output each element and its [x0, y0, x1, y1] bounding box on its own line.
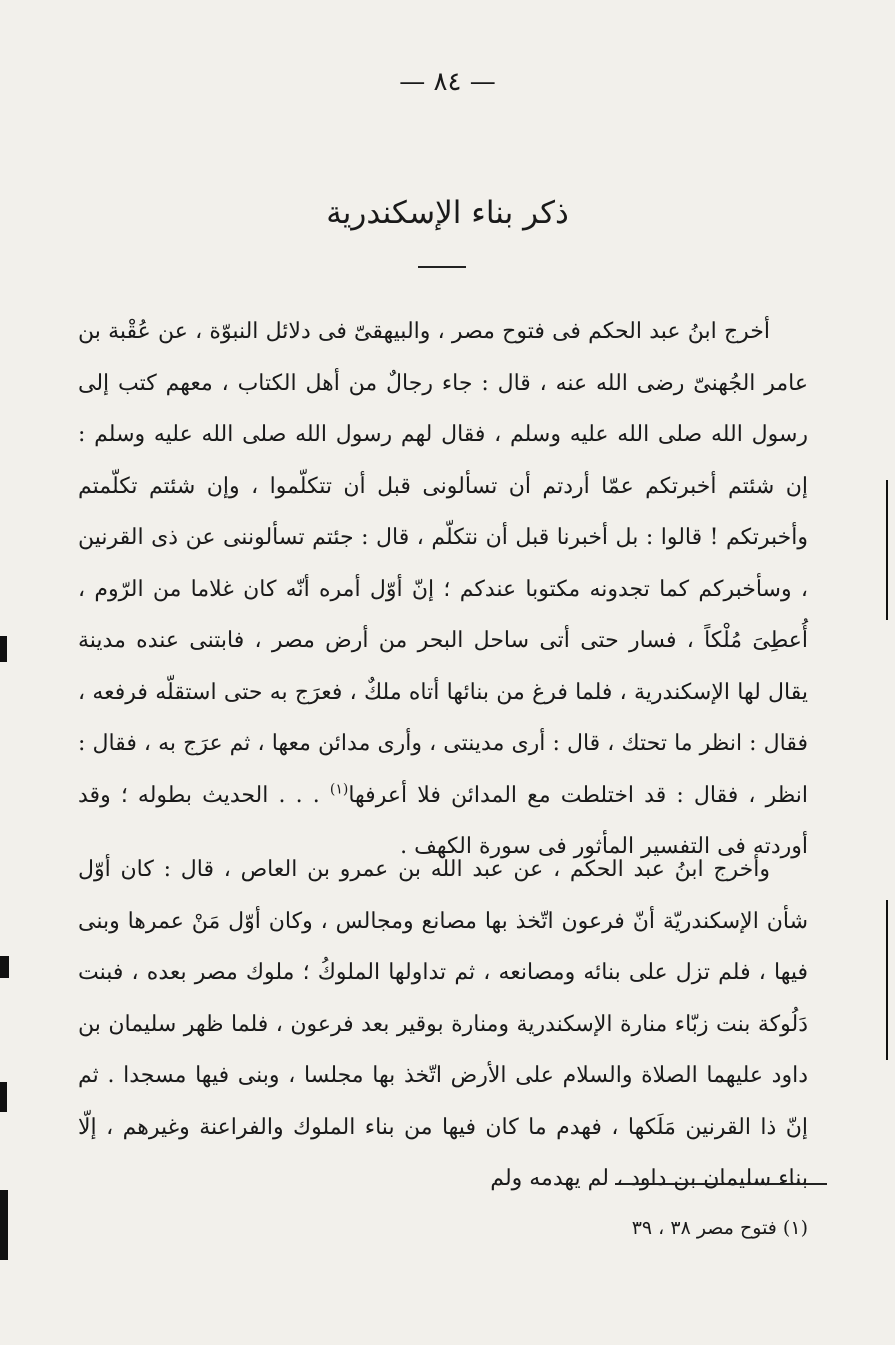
footnote: (١) فتوح مصر ٣٨ ، ٣٩ — [631, 1217, 808, 1239]
scan-edge-mark — [886, 900, 888, 1060]
scan-edge-mark — [0, 636, 7, 662]
scan-edge-mark — [0, 1190, 8, 1260]
chapter-title: ذكر بناء الإسكندرية — [326, 195, 569, 231]
scan-edge-mark — [0, 956, 9, 978]
page-number: — ٨٤ — — [399, 67, 496, 97]
title-divider — [418, 266, 466, 268]
scan-edge-mark — [0, 1082, 7, 1112]
paragraph-1-text: أخرج ابنُ عبد الحكم فى فتوح مصر ، والبيهقىّ فى دلائل النبوّة ، عن عُقْبة بن عامر الجُهنىّ رضى الله عنه ، قال : جاء رجالٌ من أهل الكتاب ، معهم كتب إلى رسول الله صلى الله عليه وسلم ، فقال لهم رسول الله صلى الله عليه وسلم : إن شئتم أخبرتكم عمّا أردتم أن تسألونى قبل أن تتكلّموا ، وإن شئتم تكلّمتم وأخبرتكم ! قالوا : بل أخبرنا قبل أن نتكلّم ، قال : جئتم تسألوننى عن ذى القرنين ، وسأخبركم كما تجدونه مكتوبا عندكم ؛ إنّ أوّل أمره أنّه كان غلاما من الرّوم ، أُعطِىَ مُلْكاً ، فسار حتى أتى ساحل البحر من أرض مصر ، فابتنى عنده مدينة يقال لها الإسكندرية ، فلما فرغ من بنائها أتاه ملكٌ ، فعرَج به حتى استقلّه فرفعه ، فقال : انظر ما تحتك ، قال : أرى مدينتى ، وأرى مدائن معها ، ثم عرَج به ، فقال : انظر ، فقال : قد اختلطت مع المدائن فلا أعرفها — [78, 319, 808, 808]
footnote-reference: (١) — [329, 781, 349, 798]
footnote-divider — [615, 1183, 827, 1185]
paragraph-2-text: وأخرج ابنُ عبد الحكم ، عن عبد الله بن عمرو بن العاص ، قال : كان أوّل شأن الإسكندريّة أنّ فرعون اتّخذ بها مصانع ومجالس ، وكان أوّل مَنْ عمرها وبنى فيها ، فلم تزل على بنائه ومصانعه ، ثم تداولها الملوكُ ؛ ملوك مصر بعده ، فبنت دَلُوكة بنت زبّاء منارة الإسكندرية ومنارة بوقير بعد فرعون ، فلما ظهر سليمان بن داود عليهما الصلاة والسلام على الأرض اتّخذ بها مجلسا ، وبنى فيها مسجدا . ثم إنّ ذا القرنين مَلَكها ، فهدم ما كان فيها من بناء الملوك والفراعنة وغيرهم ، إلّا بناء سليمان بن داود ، لم يهدمه ولم — [78, 857, 808, 1191]
paragraph-2 — [78, 844, 808, 1205]
paragraph-1-text-end: . . . الحديث بطوله ؛ وقد أوردته فى التفسير المأثور فى سورة الكهف . — [78, 782, 808, 859]
scan-edge-mark — [886, 480, 888, 620]
paragraph-1 — [78, 306, 808, 873]
